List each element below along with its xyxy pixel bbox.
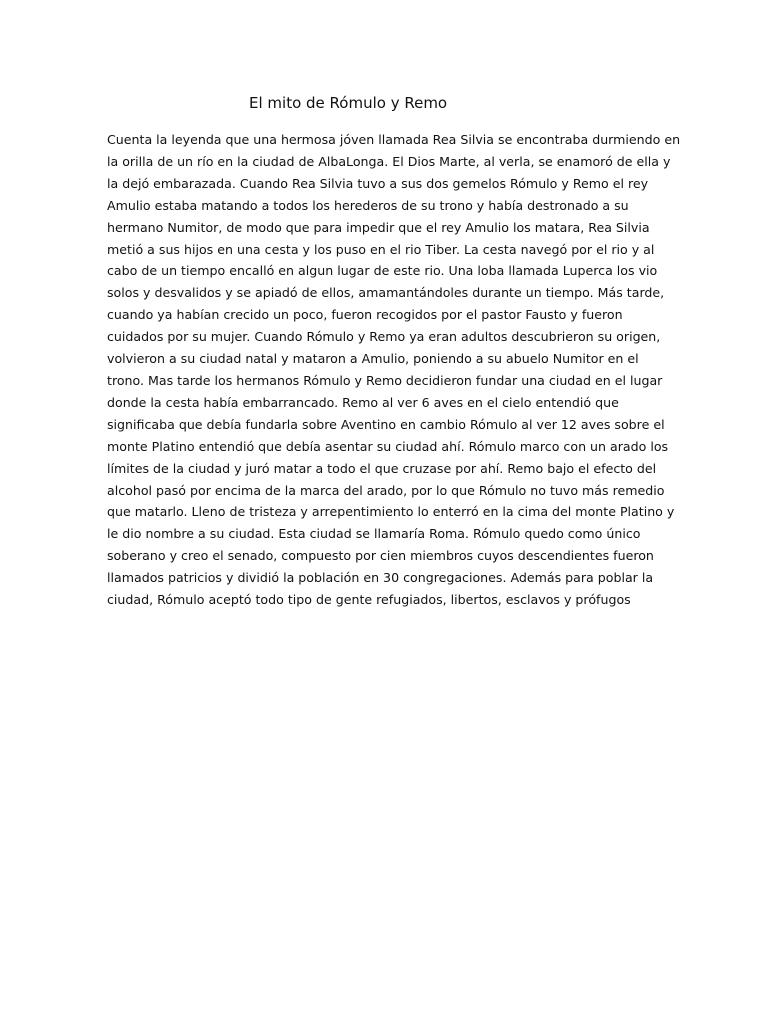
paragraph-line: cuidados por su mujer. Cuando Rómulo y Remo ya eran adultos descubrieron su origen, xyxy=(107,329,661,345)
paragraph-line: metió a sus hijos en una cesta y los puso en el rio Tiber. La cesta navegó por el rio y al xyxy=(107,241,655,257)
paragraph-line: la dejó embarazada. Cuando Rea Silvia tuvo a sus dos gemelos Rómulo y Remo el rey xyxy=(107,175,649,191)
paragraph-line: cabo de un tiempo encalló en algun lugar de este rio. Una loba llamada Luperca los vio xyxy=(107,263,658,279)
paragraph-line: Cuenta la leyenda que una hermosa jóven llamada Rea Silvia se encontraba durmiendo en xyxy=(107,132,681,147)
paragraph-line: cuando ya habían crecido un poco, fueron recogidos por el pastor Fausto y fueron xyxy=(107,307,623,323)
paragraph-line: trono. Mas tarde los hermanos Rómulo y Remo decidieron fundar una ciudad en el lugar xyxy=(107,372,663,388)
paragraph-line: solos y desvalidos y se apiadó de ellos, amamantándoles durante un tiempo. Más tarde, xyxy=(107,285,665,301)
paragraph-line: hermano Numitor, de modo que para impedir que el rey Amulio los matara, Rea Silvia xyxy=(107,219,650,235)
paragraph-line: significaba que debía fundarla sobre Aventino en cambio Rómulo al ver 12 aves sobre el xyxy=(107,416,665,432)
paragraph-line: ciudad, Rómulo aceptó todo tipo de gente refugiados, libertos, esclavos y prófugos xyxy=(107,592,631,608)
paragraph-line: le dio nombre a su ciudad. Esta ciudad se llamaría Roma. Rómulo quedo como único xyxy=(107,526,641,542)
paragraph-line: que matarlo. Lleno de tristeza y arrepentimiento lo enterró en la cima del monte Platino y xyxy=(107,504,675,520)
paragraph-line: llamados patricios y dividió la población en 30 congregaciones. Además para poblar la xyxy=(107,570,654,586)
paragraph-line: límites de la ciudad y juró matar a todo el que cruzase por ahí. Remo bajo el efecto del xyxy=(107,460,657,476)
paragraph-line: Amulio estaba matando a todos los herederos de su trono y había destronado a su xyxy=(107,197,629,213)
paragraph-line: alcohol pasó por encima de la marca del arado, por lo que Rómulo no tuvo más remedio xyxy=(107,482,665,498)
document-title: El mito de Rómulo y Remo xyxy=(249,94,448,112)
body-paragraph xyxy=(107,129,681,611)
paragraph-line: la orilla de un río en la ciudad de AlbaLonga. El Dios Marte, al verla, se enamoró de ella y xyxy=(107,153,671,169)
paragraph-line: soberano y creo el senado, compuesto por cien miembros cuyos descendientes fueron xyxy=(107,548,654,564)
paragraph-line: monte Platino entendió que debía asentar su ciudad ahí. Rómulo marco con un arado los xyxy=(107,438,669,454)
paragraph-line: volvieron a su ciudad natal y mataron a Amulio, poniendo a su abuelo Numitor en el xyxy=(107,351,639,367)
paragraph-line: donde la cesta había embarrancado. Remo al ver 6 aves en el cielo entendió que xyxy=(107,394,619,410)
